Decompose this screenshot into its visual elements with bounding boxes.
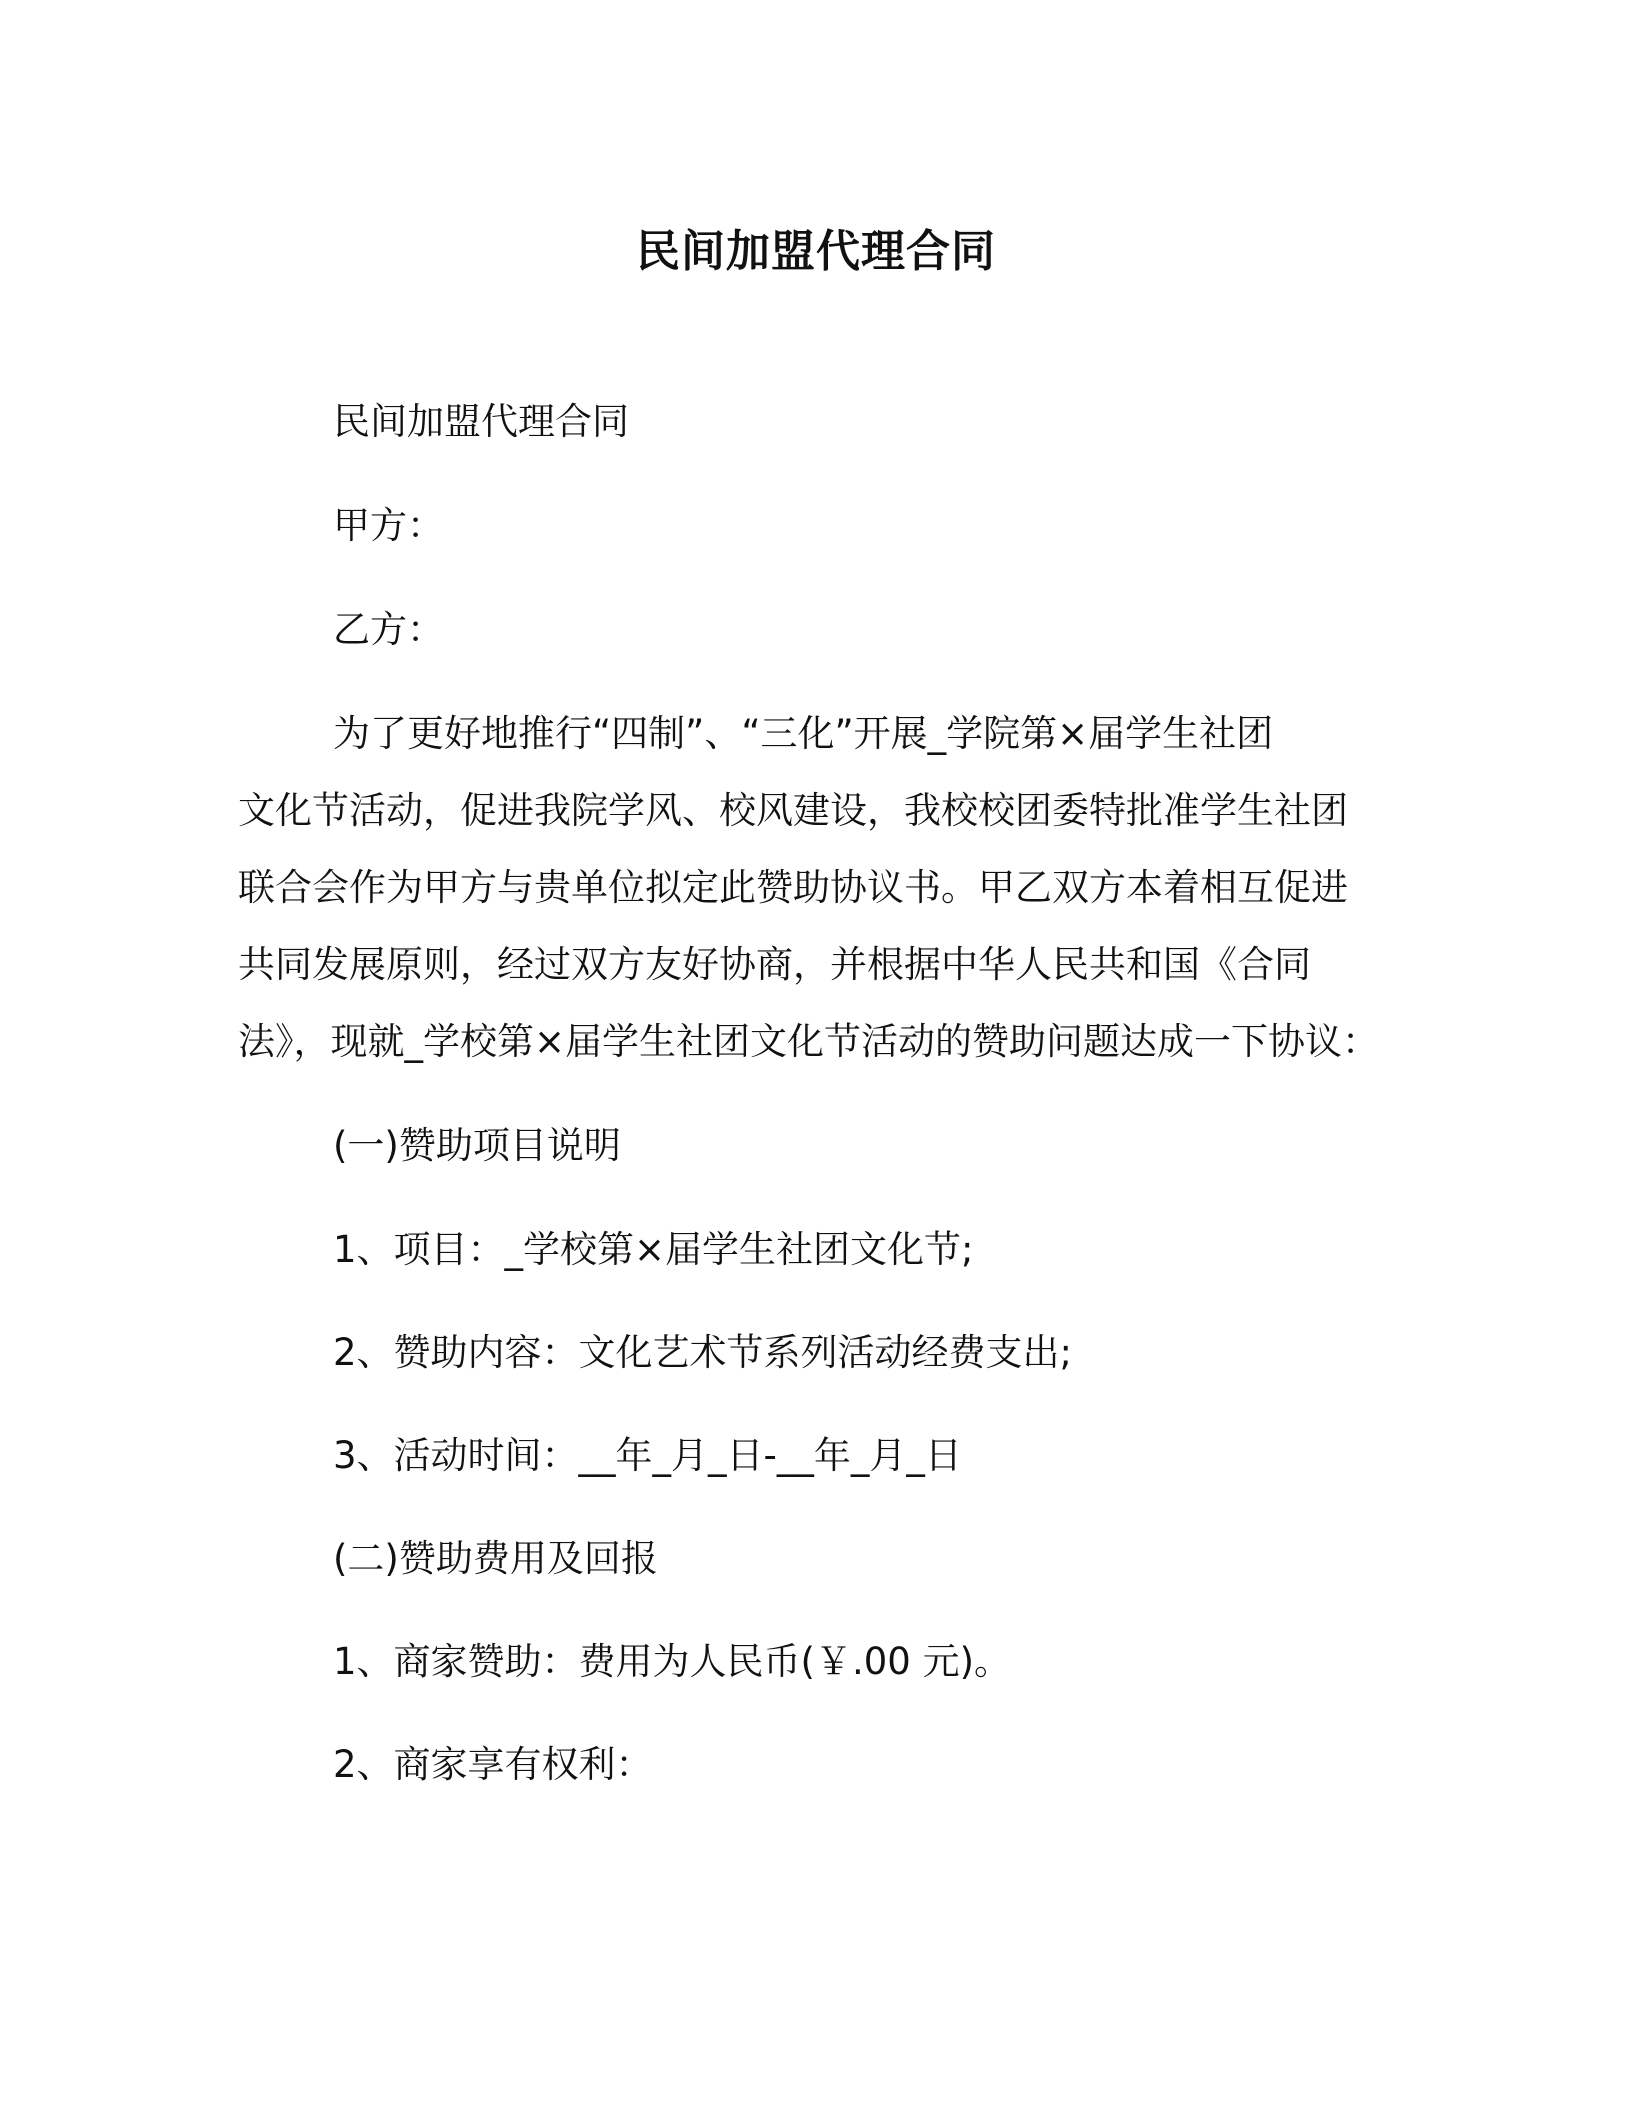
section-1-item-1: 1、项目：_学校第×届学生社团文化节; [333,1228,974,1271]
section-1-item-3: 3、活动时间：__年_月_日-__年_月_日 [333,1434,962,1477]
section-2-heading: (二)赞助费用及回报 [333,1537,658,1580]
party-a-label: 甲方： [333,504,444,547]
party-b-label: 乙方： [333,608,444,651]
intro-line-1: 为了更好地推行“四制”、“三化”开展_学院第×届学生社团 [333,712,1274,755]
section-1-heading: (一)赞助项目说明 [333,1124,621,1167]
section-1-item-2: 2、赞助内容：文化艺术节系列活动经费支出; [333,1331,1073,1374]
contract-subtitle: 民间加盟代理合同 [333,400,629,443]
section-2-item-1: 1、商家赞助：费用为人民币(￥.00 元)。 [333,1640,1012,1683]
intro-line-5: 法》，现就_学校第×届学生社团文化节活动的赞助问题达成一下协议： [238,1020,1380,1063]
intro-line-3: 联合会作为甲方与贵单位拟定此赞助协议书。甲乙双方本着相互促进 [238,866,1348,909]
intro-line-2: 文化节活动，促进我院学风、校风建设，我校校团委特批准学生社团 [238,789,1348,832]
document-title: 民间加盟代理合同 [636,226,996,277]
section-2-item-2: 2、商家享有权利： [333,1743,653,1786]
intro-line-4: 共同发展原则，经过双方友好协商，并根据中华人民共和国《合同 [238,943,1311,986]
